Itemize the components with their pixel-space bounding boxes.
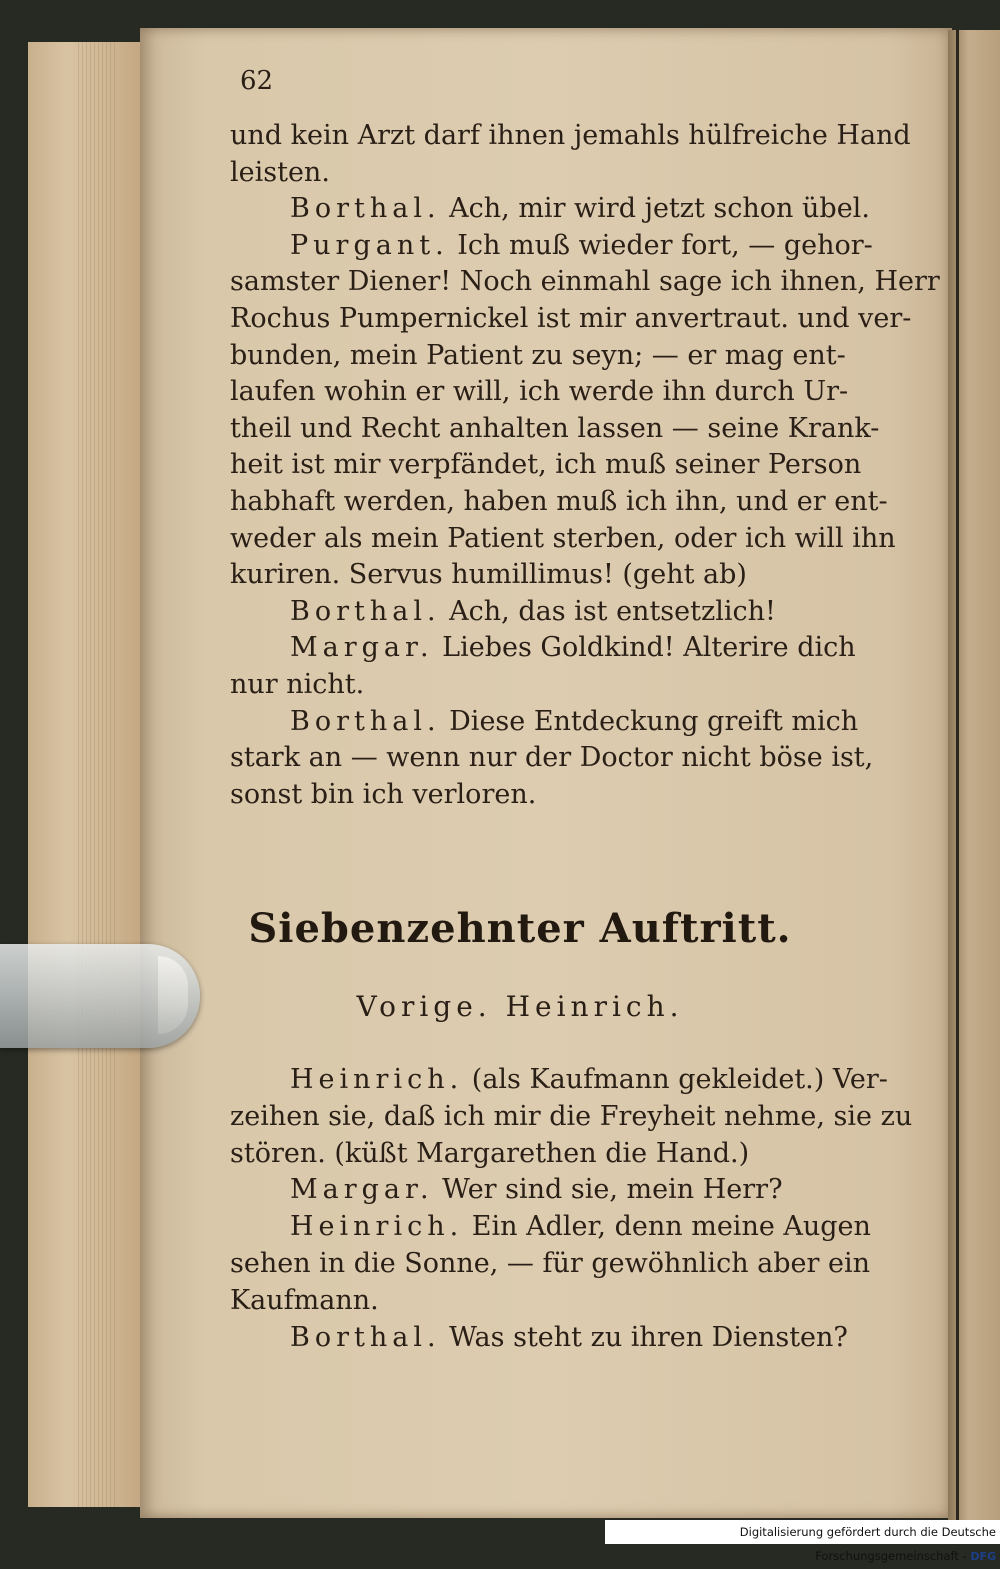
text-line: heit ist mir verpfändet, ich muß seiner Person	[230, 449, 862, 481]
speech-text: (als Kaufmann gekleidet.) Ver-	[471, 1064, 888, 1095]
text-line: samster Diener! Noch einmahl sage ich ihnen, Herr	[230, 266, 940, 298]
page-clip	[0, 944, 200, 1048]
text-line: nur nicht.	[230, 668, 365, 700]
speech-line	[230, 1320, 900, 1357]
text-line: theil und Recht anhalten lassen — seine Krank-	[230, 412, 880, 444]
speech-line	[230, 228, 900, 265]
speaker-name: Borthal.	[290, 1321, 441, 1353]
text-line: stark an — wenn nur der Doctor nicht böse ist,	[230, 742, 874, 774]
text-line: Rochus Pumpernickel ist mir anvertraut. und ver-	[230, 302, 912, 334]
speech-text: Wer sind sie, mein Herr?	[442, 1174, 783, 1206]
speech-text: Diese Entdeckung greift mich	[449, 705, 859, 737]
text-line: sehen in die Sonne, — für gewöhnlich aber ein	[230, 1247, 871, 1279]
speech-text: Ach, das ist entsetzlich!	[449, 595, 776, 627]
speech-line	[230, 1172, 900, 1209]
scene-characters: Vorige. Heinrich.	[356, 990, 684, 1023]
text-line: habhaft werden, haben muß ich ihn, und er ent-	[230, 485, 888, 517]
speech-text: Liebes Goldkind! Alterire dich	[442, 632, 856, 664]
speech-line	[230, 704, 900, 741]
footer-text: Digitalisierung gefördert durch die Deutsche Forschungsgemeinschaft -	[739, 1525, 996, 1563]
speaker-name: Borthal.	[290, 705, 441, 737]
scene-heading: Siebenzehnter Auftritt.	[248, 905, 792, 952]
text-line: stören. (küßt Margarethen die Hand.)	[230, 1137, 750, 1169]
page-number: 62	[240, 66, 274, 96]
text-line: kuriren. Servus humillimus! (geht ab)	[230, 559, 747, 591]
text-line: sonst bin ich verloren.	[230, 778, 537, 810]
speech-line	[230, 630, 900, 667]
speech-text: Ach, mir wird jetzt schon übel.	[449, 193, 870, 225]
speech-line	[230, 1209, 900, 1246]
dfg-logo: DFG	[970, 1550, 996, 1563]
text-line: bunden, mein Patient zu seyn; — er mag ent-	[230, 339, 846, 371]
speaker-name: Heinrich.	[290, 1211, 464, 1243]
book-page-edge-right	[948, 30, 1000, 1520]
speaker-name: Heinrich.	[290, 1064, 464, 1095]
text-line: laufen wohin er will, ich werde ihn durch Ur-	[230, 376, 849, 408]
speaker-name: Borthal.	[290, 193, 441, 225]
speech-text: Ich muß wieder fort, — gehor-	[457, 229, 873, 261]
speaker-name: Purgant.	[290, 229, 449, 261]
speech-line	[230, 1062, 900, 1099]
speaker-name: Margar.	[290, 1174, 434, 1206]
funding-footer	[605, 1520, 1000, 1563]
speaker-name: Borthal.	[290, 595, 441, 627]
speech-text: Was steht zu ihren Diensten?	[449, 1321, 848, 1353]
text-block-top	[230, 118, 940, 813]
text-line: weder als mein Patient sterben, oder ich will ihn	[230, 522, 896, 554]
text-line: Kaufmann.	[230, 1284, 379, 1316]
text-line: leisten.	[230, 156, 330, 188]
speech-line	[230, 594, 900, 631]
speech-text: Ein Adler, denn meine Augen	[471, 1211, 871, 1243]
text-line: und kein Arzt darf ihnen jemahls hülfreiche Hand	[230, 120, 911, 151]
text-block-bottom	[230, 1062, 913, 1356]
text-line: zeihen sie, daß ich mir die Freyheit nehme, sie zu	[230, 1100, 913, 1132]
speaker-name: Margar.	[290, 632, 434, 664]
speech-line	[230, 191, 900, 228]
